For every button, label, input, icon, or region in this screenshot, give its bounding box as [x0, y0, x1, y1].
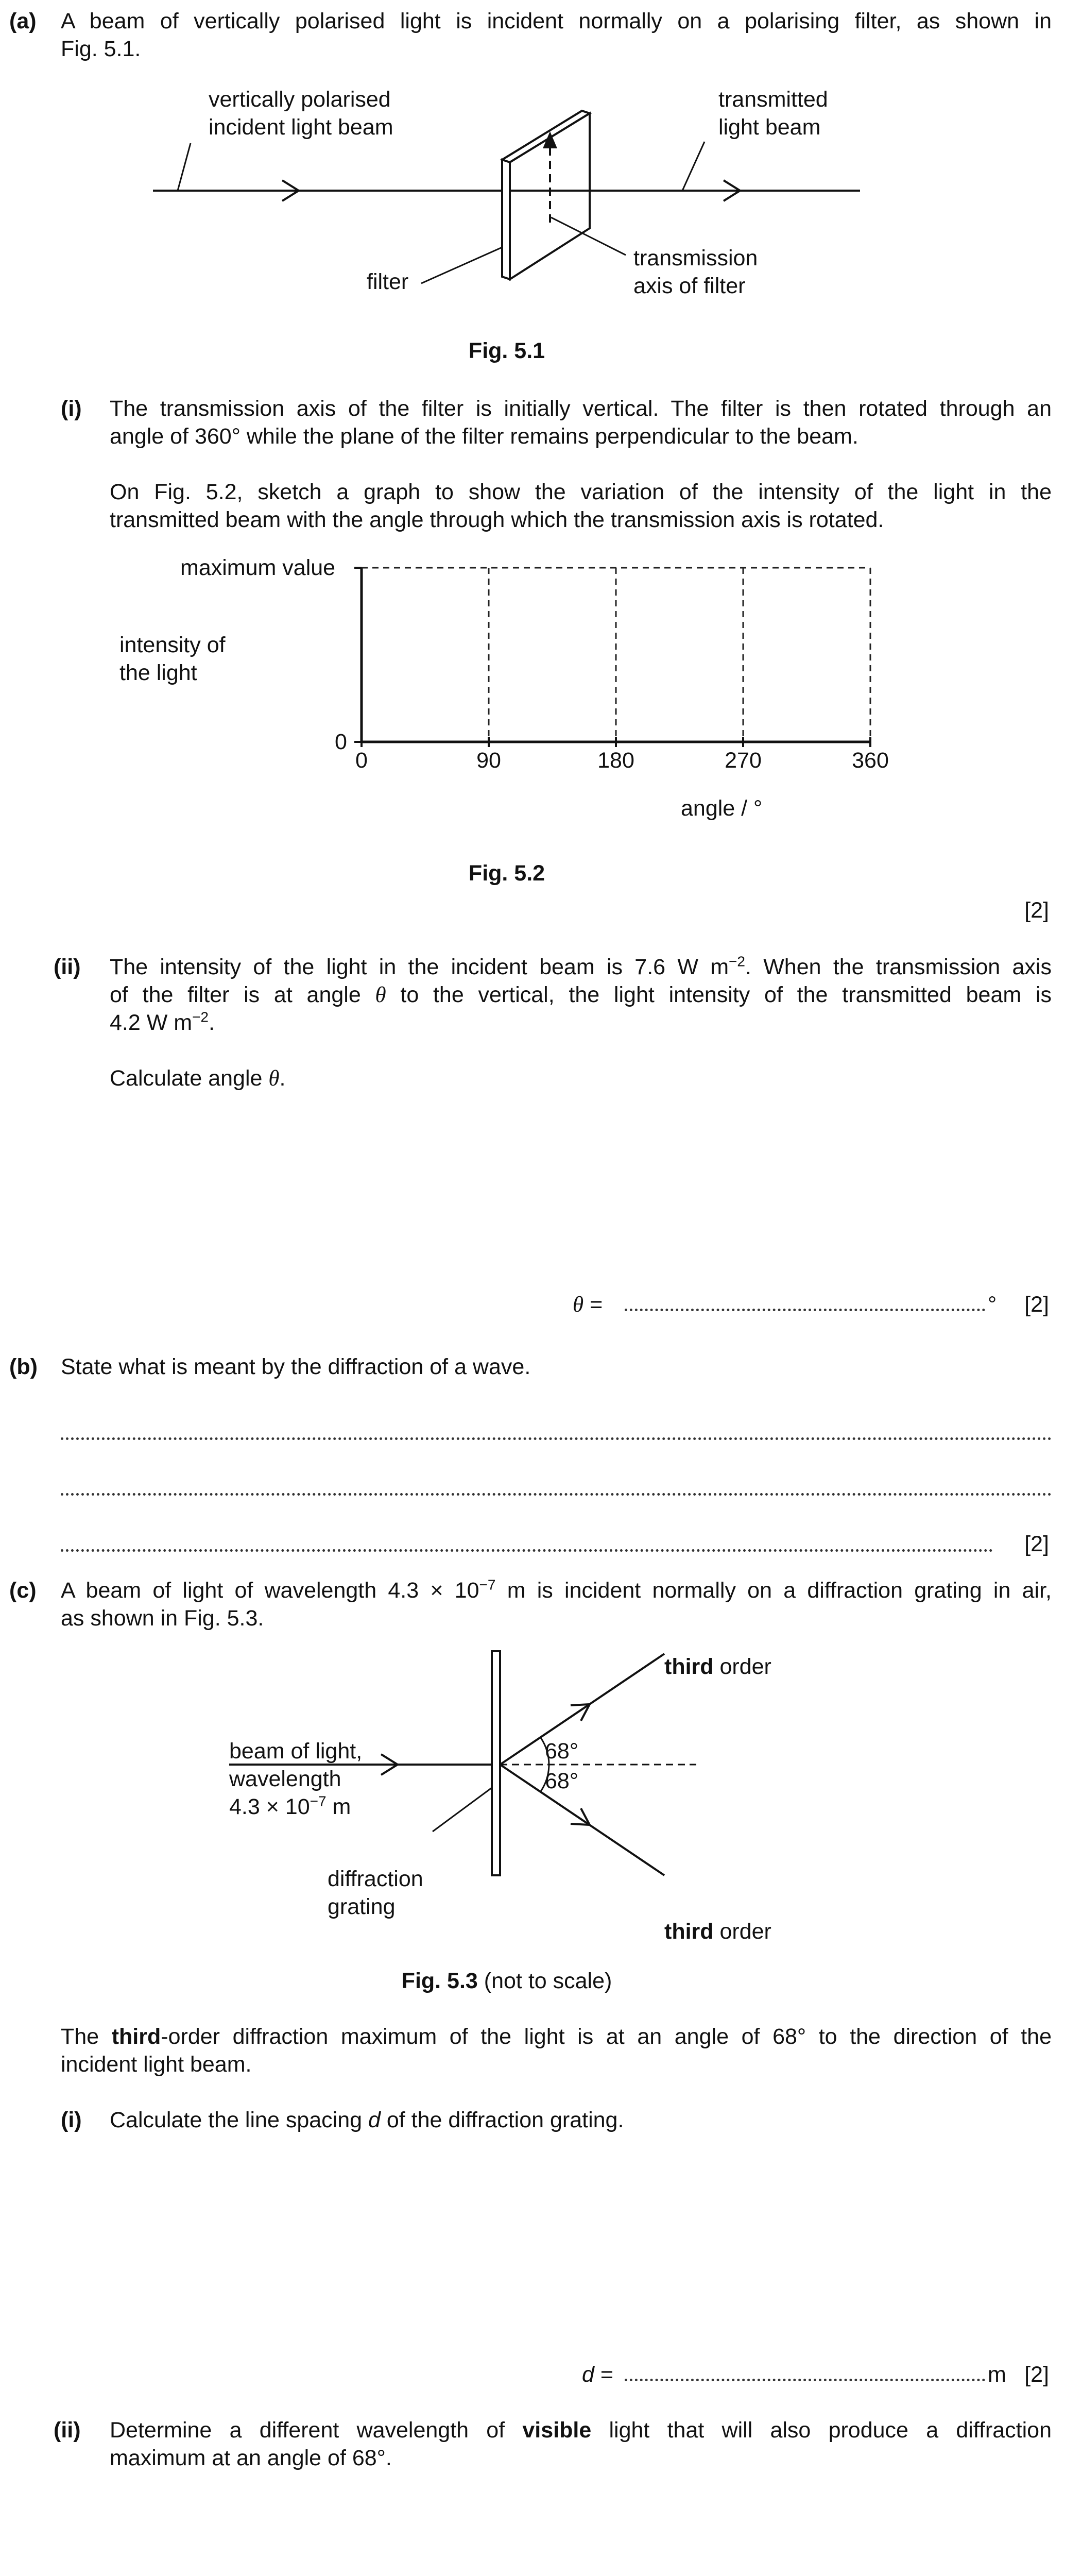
d-answer-unit: m [988, 2362, 1006, 2387]
part-a-ii-instruction: Calculate angle θ. [110, 1066, 286, 1091]
theta-answer-line[interactable] [625, 1309, 985, 1311]
fig-5-3-caption: Fig. 5.3 (not to scale) [401, 1969, 612, 1993]
part-a-intro-line2: Fig. 5.1. [61, 37, 141, 61]
part-a-i-p2-line1: On Fig. 5.2, sketch a graph to show the variation of the intensity of the light in the [110, 480, 1052, 504]
grating-label-line1: diffraction [328, 1867, 423, 1891]
beam-label-line3: $4.3 \times 10^{-7}$ m [229, 1793, 351, 1819]
part-a-ii-line1: The intensity of the light in the incident beam is 7.6 W $m^{-2}$. When the transmission axis [110, 953, 1052, 979]
incident-label-line1: vertically polarised [209, 87, 391, 112]
angle-label-upper: 68° [545, 1739, 579, 1764]
theta-answer-unit: ° [988, 1292, 997, 1317]
angle-label-lower: 68° [545, 1769, 579, 1793]
theta-answer-label: θ = [573, 1292, 603, 1317]
fig-5-2-caption: Fig. 5.2 [468, 861, 545, 886]
third-order-upper-label: third order [664, 1654, 771, 1679]
y-max-label: maximum value [180, 555, 336, 580]
y-zero-label: 0 [335, 730, 347, 754]
x-tick-label-90: 90 [476, 748, 501, 773]
filter-label: filter [367, 269, 409, 294]
third-order-lower-label: third order [664, 1919, 771, 1944]
fig-5-3-diagram [0, 1638, 1082, 1927]
part-a-i-label: (i) [61, 396, 82, 421]
part-a-i-p1-line1: The transmission axis of the filter is initially vertical. The filter is then rotated through an [110, 396, 1052, 421]
part-c-intro-line1: A beam of light of wavelength $4.3 \times 10^{-7}$ m is incident normally on a diffraction grating in air, [61, 1577, 1052, 1603]
d-answer-label: d = [582, 2362, 613, 2387]
part-c-stem-line2: incident light beam. [61, 2052, 252, 2077]
part-a-intro-line1: A beam of vertically polarised light is incident normally on a polarising filter, as shown in [61, 9, 1052, 33]
part-a-ii-line3: 4.2 W $m^{-2}$. [110, 1009, 215, 1035]
part-a-i-mark: [2] [1024, 898, 1049, 923]
part-c-ii-line1: Determine a different wavelength of visible light that will also produce a diffraction [110, 2418, 1052, 2443]
transmitted-label-line2: light beam [718, 115, 821, 140]
part-a-label: (a) [9, 9, 37, 33]
y-axis-label-line1: intensity of [119, 633, 226, 657]
part-b-question: State what is meant by the diffraction of a wave. [61, 1354, 531, 1379]
part-c-label: (c) [9, 1578, 37, 1603]
x-tick-label-0: 0 [355, 748, 368, 773]
part-b-mark: [2] [1024, 1532, 1049, 1556]
part-a-i-p2-line2: transmitted beam with the angle through which the transmission axis is rotated. [110, 507, 884, 532]
part-a-ii-mark: [2] [1024, 1292, 1049, 1317]
part-c-ii-label: (ii) [54, 2418, 81, 2443]
x-tick-label-360: 360 [852, 748, 889, 773]
beam-label-line1: beam of light, [229, 1739, 363, 1764]
part-c-stem-line1: The third-order diffraction maximum of the light is at an angle of 68° to the direction of the [61, 2024, 1052, 2049]
transmission-axis-label-line2: axis of filter [633, 274, 746, 298]
fig-5-1-diagram [0, 82, 1082, 371]
part-c-ii-line2: maximum at an angle of 68°. [110, 2446, 392, 2470]
part-a-i-p1-line2: angle of 360° while the plane of the filter remains perpendicular to the beam. [110, 424, 858, 449]
part-b-label: (b) [9, 1354, 38, 1379]
x-tick-label-180: 180 [597, 748, 634, 773]
part-c-i-question: Calculate the line spacing d of the diffraction grating. [110, 2108, 624, 2132]
fig-5-1-caption: Fig. 5.1 [468, 338, 545, 363]
part-c-i-label: (i) [61, 2108, 82, 2132]
part-c-intro-line2: as shown in Fig. 5.3. [61, 1606, 264, 1631]
transmission-axis-label-line1: transmission [633, 246, 758, 270]
part-b-answer-line-3[interactable] [61, 1549, 993, 1552]
d-answer-line[interactable] [625, 2379, 985, 2381]
x-axis-label: angle / ° [681, 796, 763, 821]
part-c-i-mark: [2] [1024, 2362, 1049, 2387]
transmitted-label-line1: transmitted [718, 87, 828, 112]
y-axis-label-line2: the light [119, 660, 197, 685]
beam-label-line2: wavelength [229, 1767, 341, 1791]
grating-label-line2: grating [328, 1894, 396, 1919]
part-a-ii-label: (ii) [54, 955, 81, 979]
incident-label-line2: incident light beam [209, 115, 393, 140]
part-b-answer-line-2[interactable] [61, 1493, 1052, 1496]
part-b-answer-line-1[interactable] [61, 1437, 1052, 1440]
x-tick-label-270: 270 [725, 748, 762, 773]
part-a-ii-line2: of the filter is at angle θ to the vertical, the light intensity of the transmitted beam is [110, 982, 1052, 1007]
